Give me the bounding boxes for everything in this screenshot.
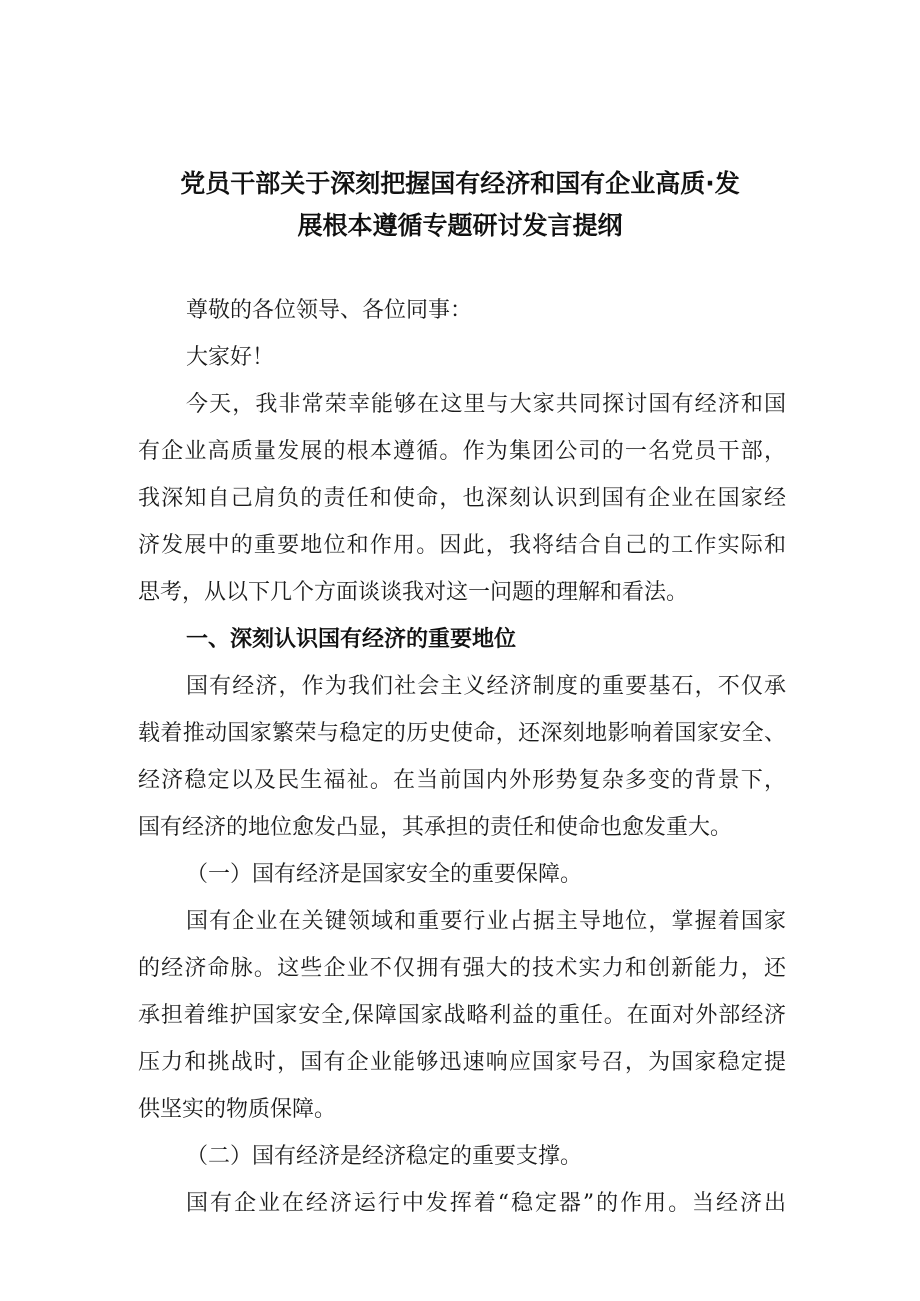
greeting: 大家好！ [186,345,275,370]
subsection-1-line-3: 承担着维护国家安全,保障国家战略利益的重任。在面对外部经济 [138,1003,786,1028]
section-1-line-4: 国有经济的地位愈发凸显，其承担的责任和使命也愈发重大。 [138,815,733,840]
section-1-line-3: 经济稳定以及民生福祉。在当前国内外形势复杂多变的背景下， [138,768,786,793]
subsection-1-line-1: 国有企业在关键领域和重要行业占据主导地位，掌握着国家 [186,909,786,934]
intro-line-4: 济发展中的重要地位和作用。因此，我将结合自己的工作实际和 [138,533,786,558]
subsection-2-heading: （二）国有经济是经济稳定的重要支撑。 [186,1144,583,1169]
document-title-line-1: 党员干部关于深刻把握国有经济和国有企业高质·发 [180,169,740,198]
document-title-line-2: 展根本遵循专题研讨发言提纲 [297,211,623,240]
subsection-1-line-5: 供坚实的物质保障。 [138,1097,337,1122]
section-1-line-1: 国有经济，作为我们社会主义经济制度的重要基石，不仅承 [186,674,786,699]
intro-line-3: 我深知自己肩负的责任和使命，也深刻认识到国有企业在国家经 [138,486,786,511]
subsection-1-line-4: 压力和挑战时，国有企业能够迅速响应国家号召，为国家稳定提 [138,1050,786,1075]
subsection-1-heading: （一）国有经济是国家安全的重要保障。 [186,862,583,887]
intro-line-2: 有企业高质量发展的根本遵循。作为集团公司的一名党员干部， [138,439,786,464]
intro-line-1: 今天，我非常荣幸能够在这里与大家共同探讨国有经济和国 [186,392,786,417]
intro-line-5: 思考，从以下几个方面谈谈我对这一问题的理解和看法。 [138,580,689,605]
salutation: 尊敬的各位领导、各位同事： [186,298,473,323]
section-1-line-2: 载着推动国家繁荣与稳定的历史使命，还深刻地影响着国家安全、 [138,721,786,746]
subsection-2-line-1: 国有企业在经济运行中发挥着“稳定器”的作用。当经济出 [186,1191,786,1216]
section-1-heading: 一、深刻认识国有经济的重要地位 [186,627,517,652]
subsection-1-line-2: 的经济命脉。这些企业不仅拥有强大的技术实力和创新能力，还 [138,956,786,981]
